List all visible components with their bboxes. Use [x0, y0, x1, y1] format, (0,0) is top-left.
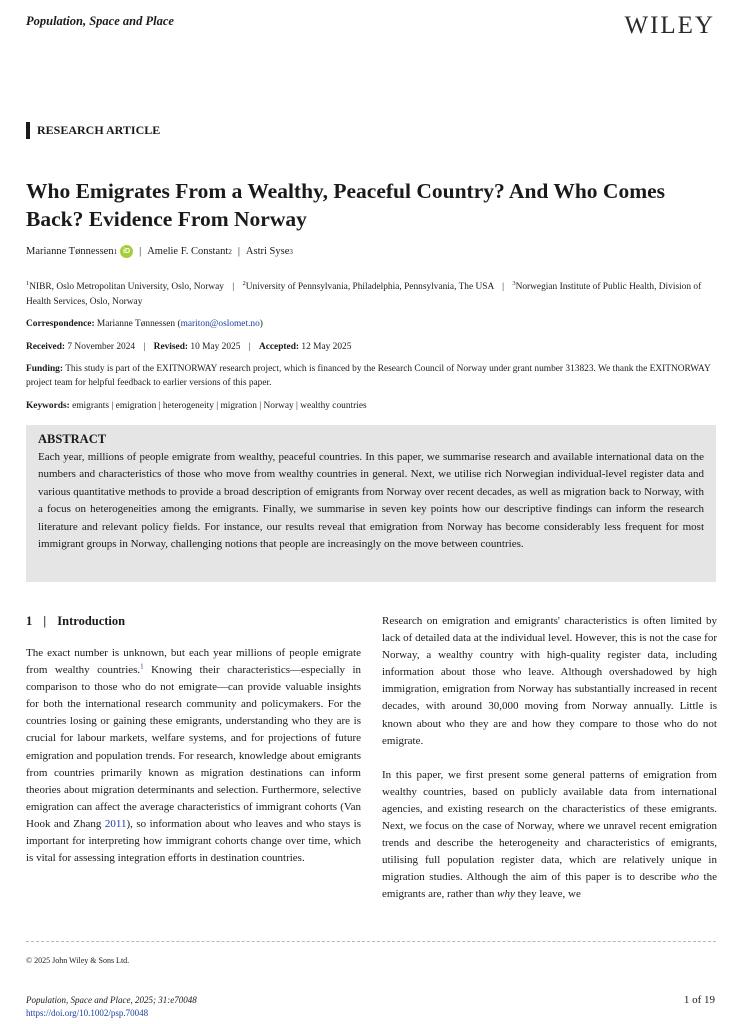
article-title: Who Emigrates From a Wealthy, Peaceful Country? And Who Comes Back? Evidence From Norway — [26, 179, 666, 231]
funding-statement — [26, 362, 716, 390]
section-title: Introduction — [57, 614, 126, 628]
author-name[interactable]: Amelie F. Constant — [147, 246, 229, 257]
received-label: Received: — [26, 342, 66, 352]
keywords-label: Keywords: — [26, 401, 70, 411]
date-separator: | — [143, 342, 146, 352]
author-list — [26, 245, 293, 258]
page-number: 1 of 19 — [683, 994, 715, 1006]
section-divider: | — [43, 614, 47, 628]
correspondence-email-link[interactable]: mariton@oslomet.no — [180, 319, 260, 329]
affil-separator: | — [232, 282, 235, 293]
author-separator: | — [237, 246, 240, 257]
article-type-text: RESEARCH ARTICLE — [37, 123, 161, 137]
keyword: Norway — [263, 401, 294, 411]
doi-link[interactable]: https://doi.org/10.1002/psp.70048 — [26, 1007, 149, 1018]
accepted-label: Accepted: — [258, 342, 300, 352]
author-name[interactable]: Astri Syse — [245, 246, 290, 257]
keyword-separator: | — [259, 401, 262, 411]
right-column — [382, 613, 717, 904]
keyword: migration — [220, 401, 257, 411]
body-paragraph: Research on emigration and emigrants' characteristics is often limited by lack of detailed data at the individual level. However, this is not the case for Norway, a wealthy country with high-quality register data, including information about those who leave. Although overshadowed by high immigration, emigration from Norway has substantially increased in recent decades, with around 30,000 moving from Norway annually. Little is known about who they are and how they compare to those who do not emigrate. — [382, 615, 717, 747]
abstract-text: Each year, millions of people emigrate from wealthy, peaceful countries. In this paper, we summarise research and available international data on the numbers and characteristics of those who move from wealthy countries in general. Next, we utilise rich Norwegian individual-level register data and various quantitative methods to provide a broad description of emigrants from Norway over recent decades, as well as migration back to Norway, with a focus on heterogeneities among the emigrants. Finally, we summarise in seven key points how our descriptive findings can inform the research literature and relevant policy fields. For instance, our results reveal that emigration from Norway has become considerably less frequent for most immigrant groups in Norway, challenging notions that people are increasingly on the move between countries. — [38, 451, 704, 551]
funding-text: This study is part of the EXITNORWAY research project, which is financed by the Research Council of Norway under grant number 313823. We thank the EXITNORWAY project team for helpful feedback to earlier versions of this paper. — [26, 364, 711, 388]
keyword-separator: | — [158, 401, 161, 411]
revised-label: Revised: — [153, 342, 189, 352]
revised-date: 10 May 2025 — [190, 342, 241, 352]
received-date: 7 November 2024 — [67, 342, 136, 352]
journal-citation: Population, Space and Place, 2025; 31:e70048 — [26, 995, 197, 1005]
correspondence-label: Correspondence: — [26, 319, 95, 329]
footnote-ref-link[interactable]: 1 — [140, 662, 144, 671]
abstract-heading: ABSTRACT — [38, 432, 107, 446]
article-type-label — [26, 122, 160, 139]
copyright-notice: © 2025 John Wiley & Sons Ltd. — [26, 956, 130, 965]
citation-year-link[interactable]: 2011 — [104, 817, 127, 830]
funding-label: Funding: — [26, 364, 63, 374]
orcid-icon[interactable]: iD — [120, 245, 133, 258]
footer-citation — [26, 994, 197, 1019]
dates-line — [26, 341, 351, 354]
affiliation: University of Pennsylvania, Philadelphia, Pennsylvania, The USA — [245, 282, 494, 293]
keyword: emigration — [115, 401, 157, 411]
keyword-separator: | — [216, 401, 219, 411]
journal-name: Population, Space and Place — [26, 14, 174, 28]
keyword-separator: | — [111, 401, 114, 411]
affil-sup: 2 — [242, 280, 246, 287]
affil-separator: | — [502, 282, 504, 293]
author-affil-sup: 1 — [113, 247, 118, 256]
affiliation: NIBR, Oslo Metropolitan University, Oslo, Norway — [29, 282, 224, 293]
keyword-separator: | — [296, 401, 298, 411]
left-column — [26, 645, 361, 867]
affiliation: Norwegian Institute of Public Health, Division of Health Services, Oslo, Norway — [26, 282, 702, 308]
article-type-bar — [26, 122, 30, 139]
section-heading — [26, 614, 125, 629]
author-name[interactable]: Marianne Tønnessen — [26, 246, 114, 257]
affil-sup: 1 — [26, 280, 30, 287]
body-paragraph: The exact number is unknown, but each year millions of people emigrate from wealthy countries.$^1$ Knowing their characteristics—especially in comparison to those who do not emigrate—can provide valuable insights for both the international research community and policymakers. For the countries losing or gaining these emigrants, understanding who they are is crucial for labour markets, welfare systems, and for projections of future emigration and population trends. For research, knowledge about emigrants from countries primarily known as migration destinations can inform theories about migration determinants and selection. Furthermore, selective emigration can affect the average characteristics of immigrant cohorts (Van Hook and Zhang 2011), so information about who leaves and who stays is important for interpreting how immigrant cohorts change over time, which is vital for assessing integration efforts in destination countries. — [26, 647, 361, 865]
emphasis-why: why — [497, 888, 515, 901]
body-paragraph: In this paper, we first present some general patterns of emigration from wealthy countries, based on publicly available data from international agencies, and existing research on the characteristics of these emigrants. Next, we focus on the case of Norway, where we unravel recent emigration trends and describe the heterogeneity and characteristics of emigrants, utilising full population register data, which are relatively unique in migration studies. Although the aim of this paper is to describe who the emigrants are, rather than why they leave, we — [382, 768, 717, 901]
date-separator: | — [248, 342, 251, 352]
keyword: heterogeneity — [162, 401, 214, 411]
section-number: 1 — [26, 614, 33, 628]
correspondence-line: Correspondence: Marianne Tønnessen (mariton@oslomet.no) — [26, 319, 263, 329]
affiliations — [26, 276, 716, 310]
abstract-box — [26, 425, 716, 582]
keywords-line — [26, 401, 367, 411]
author-separator: | — [139, 246, 142, 257]
author-affil-sup: 2 — [228, 247, 232, 256]
emphasis-who: who — [680, 871, 700, 884]
affil-sup: 3 — [512, 280, 516, 287]
keyword: wealthy countries — [300, 401, 367, 411]
keyword: emigrants — [72, 401, 110, 411]
footer-divider — [26, 941, 716, 942]
author-affil-sup: 3 — [289, 247, 293, 256]
publisher-logo: WILEY — [624, 12, 715, 39]
correspondence-name: Marianne Tønnessen — [96, 319, 176, 329]
accepted-date: 12 May 2025 — [301, 342, 352, 352]
